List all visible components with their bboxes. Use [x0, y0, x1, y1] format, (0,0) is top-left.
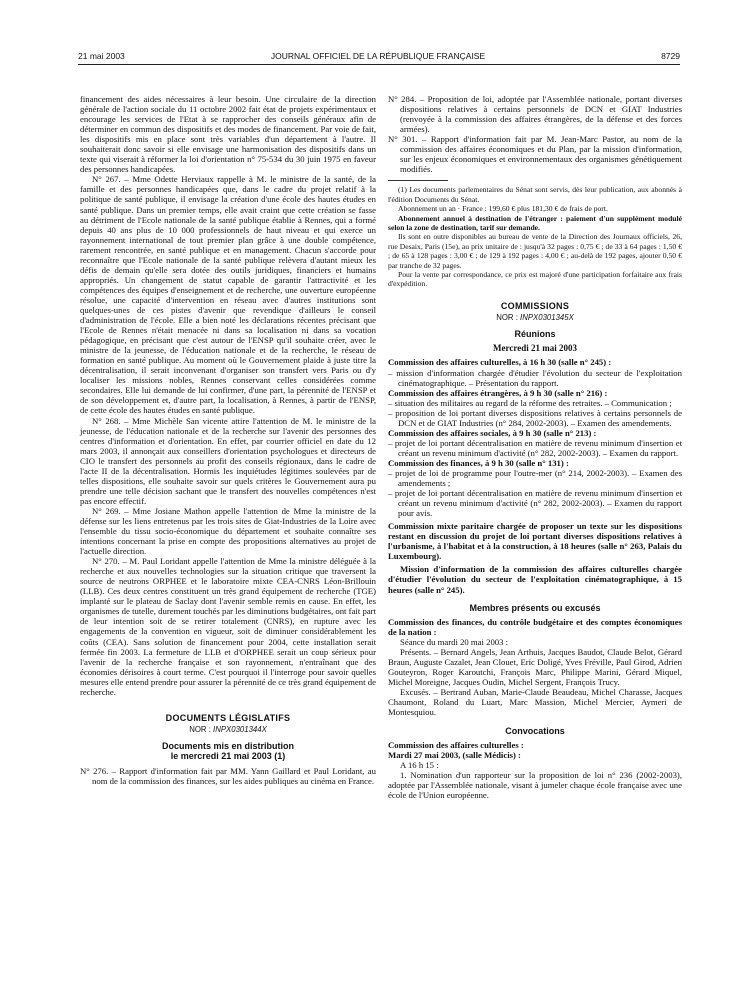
question-268: N° 268. – Mme Michèle San vicente attire l'attention de M. le ministre de la jeunesse, de l'éducation nationale et de la recherche sur l'avenir des personnes des centres d'information et d'orientation. En effet, par courrier officiel en date du 12 mars 2003, il annonçait aux conseillers d'orientation psychologues et directeurs de CIO le transfert des personnels au profit des conseils régionaux, dans le cadre de l'acte II de la décentralisation. Hormis les inquiétudes légitimes soulevées par de telles dispositions, elle souhaite savoir sur quels critères le Gouvernement aura pu prendre une telle décision sachant que le transfert des nouvelles compétences n'est pas encore effectif.	[80, 415, 376, 506]
document-284: N° 284. – Proposition de loi, adoptée par l'Assemblée nationale, portant diverses dispositions relatives à certains personnels de DCN et GIAT Industries (renvoyée à la commission des affaires étrangères, de la défense et des forces armées).	[388, 94, 682, 135]
document-276: N° 276. – Rapport d'information fait par MM. Yann Gaillard et Paul Loridant, au nom de la commission des finances, sur les aides publiques au cinéma en France.	[80, 765, 376, 786]
question-267: N° 267. – Mme Odette Herviaux rappelle à M. le ministre de la santé, de la famille et des personnes handicapées que, dans le cadre du projet relatif à la politique de santé publique, il envisage la création d'une école des hautes études en santé publique. Dans un premier temps, elle avait craint que cette création se fasse au détriment de l'Ecole nationale de la santé publique établie à Rennes, qui a formé depuis 40 ans plus de 10 000 professionnels de haut niveau et qui exerce un rayonnement international de tout premier plan grâce à une double compétence, rarement rencontrée, en santé publique et en management. Chacun s'accorde pour reconnaître que l'Ecole nationale de la santé publique relèvera d'autant mieux les défis de demain qu'elle sera dotée des outils juridiques, financiers et humains appropriés. Un changement de statut capable de garantir l'attractivité et les compétences des équipes d'enseignement et de recherche, une ouverture européenne résolue, une capacité d'intervention en réseau avec d'autres institutions sont quelques-unes de ces pistes d'avenir que revendique d'ailleurs le conseil d'administration de l'école. Elle a bien noté les déclarations récentes précisant que l'Ecole de Rennes n'était menacée ni dans sa localisation ni dans sa vocation pédagogique, en précisant que c'est autour de l'ENSP qu'il souhaite créer, avec le ministre de la jeunesse, de l'éducation nationale et de la recherche, le réseau de formation en santé publique. Au moment où le Gouvernement plaide à juste titre la décentralisation, il serait inconvenant d'organiser son transfert vers Paris ou d'y localiser les missions nobles, Rennes conservant celles considérées comme secondaires. Elle lui demande de lui confirmer, d'une part, la pérennité de l'ENSP et de son développement et, d'autre part, la localisation, à Rennes, à partir de l'ENSP, de cette école des hautes études en santé publique.	[80, 174, 376, 416]
mission-information: Mission d'information de la commission des affaires culturelles chargée d'étudier l'évolution du secteur de l'exploitation cinématographique, à 15 heures (salle n° 245).	[388, 564, 682, 595]
commission-etrangeres: Commission des affaires étrangères, à 9 h 30 (salle n° 216) :	[388, 387, 608, 398]
nor-code-2: INPX0301345X	[520, 312, 574, 322]
section-title-documents: DOCUMENTS LÉGISLATIFS	[165, 712, 291, 723]
agenda-item: – proposition de loi portant diverses dispositions relatives à certains personnels de DCN et de GIAT Industries (n° 284, 2002-2003). – Examen des amendements.	[388, 407, 682, 428]
convocations-title: Convocations	[505, 725, 565, 736]
convocation-date: Mardi 27 mai 2003, (salle Médicis) :	[388, 750, 521, 761]
distribution-title-line1: Documents mis en distribution	[161, 740, 294, 751]
convocation-item-1: 1. Nomination d'un rapporteur sur la proposition de loi n° 236 (2002-2003), adoptée par l'Assemblée nationale, visant à jumeler chaque école française avec une école de l'Union européenne.	[388, 770, 682, 801]
footnote	[388, 185, 682, 288]
page-header	[78, 51, 680, 65]
section-title-commissions: COMMISSIONS	[500, 300, 570, 311]
excused-members: Excusés. – Bertrand Auban, Marie-Claude Beaudeau, Michel Charasse, Jacques Chaumont, Roland du Luart, Marc Massion, Michel Mercier, Aymeri de Montesquiou.	[388, 687, 682, 718]
commission-finances-controle: Commission des finances, du contrôle budgétaire et des comptes économiques de la nation :	[388, 617, 682, 638]
distribution-title	[80, 741, 376, 762]
page-number: 8729	[661, 51, 680, 61]
agenda-item: – projet de loi portant décentralisation en matière de revenu minimum d'insertion et créant un revenu minimum d'activité (n° 282, 2002-2003). – Examen du rapport pour avis.	[388, 488, 682, 519]
agenda-item: – projet de loi portant décentralisation en matière de revenu minimum d'insertion et créant un revenu minimum d'activité (n° 282, 2002-2003). – Examen du rapport.	[388, 437, 682, 458]
footnote-3: Abonnement annuel à destination de l'étranger : paiement d'un supplément modulé selon la zone de destination, tarif sur demande.	[388, 213, 682, 232]
nor-label-2: NOR :	[496, 312, 521, 322]
commission-culturelles-convocation: Commission des affaires culturelles :	[388, 740, 524, 751]
right-column	[388, 94, 682, 800]
footnote-2: Abonnement un an · France : 199,60 € plus 181,30 € de frais de port.	[398, 204, 608, 214]
commission-culturelles: Commission des affaires culturelles, à 16 h 30 (salle n° 245) :	[388, 357, 612, 368]
footnote-4: Ils sont en outre disponibles au bureau de vente de la Direction des Journaux officiels, 26, rue Desaix, Paris (15e), au prix unitaire de : jusqu'à 32 pages : 0,75 € ; de 33 à 64 pages : 1,50 € ; de 65 à 128 pages : 3,00 € ; de 129 à 192 pages : 4,00 € ; au-delà de 192 pages, ajouter 0,50 € par tranche de 32 pages.	[388, 232, 682, 270]
convocation-time: A 16 h 15 :	[400, 760, 439, 771]
present-members: Présents. – Bernard Angels, Jean Arthuis, Jacques Baudot, Claude Belot, Gérard Braun, Auguste Cazalet, Jean Clouet, Eric Doligé, Yves Fréville, Paul Girod, Adrien Gouteyron, Roger Karoutchi, François Marc, Philippe Marini, Gérard Miquel, Michel Moreigne, Jacques Oudin, Michel Sergent, François Trucy.	[388, 647, 682, 688]
left-column	[80, 94, 376, 786]
meeting-date: Mercredi 21 mai 2003	[493, 343, 577, 354]
commission-mixte-paritaire: Commission mixte paritaire chargée de proposer un texte sur les dispositions restant en discussion du projet de loi portant diverses dispositions relatives à l'urbanisme, à l'habitat et à la construction, à 18 heures (salle n° 263, Palais du Luxembourg).	[388, 521, 682, 562]
agenda-item: – situation des militaires au regard de la réforme des retraites. – Communication ;	[388, 397, 672, 408]
nor-label: NOR :	[189, 724, 214, 734]
footnote-rule	[388, 180, 448, 181]
nor-reference	[80, 725, 376, 735]
document-301: N° 301. – Rapport d'information fait par M. Jean-Marc Pastor, au nom de la commission des affaires économiques et du Plan, par la mission d'information, sur les enjeux économiques et environnementaux des organismes génétiquement modifiés.	[388, 134, 682, 175]
question-text: financement des aides nécessaires à leur besoin. Une circulaire de la direction générale de l'action sociale du 11 octobre 2002 fait état de projets expérimentaux et encourage les services de l'Etat à se rapprocher des conseils généraux afin de déterminer en commun des dispositifs et des modes de financement. Par voie de fait, les dispositifs mis en place sont très variables d'un département à l'autre. Il souhaiterait donc savoir si elle envisage une harmonisation des dispositifs dans un texte qui viserait à réformer la loi d'orientation n° 75-534 du 30 juin 1975 en faveur des personnes handicapées.	[80, 94, 376, 175]
header-date: 21 mai 2003	[78, 51, 125, 61]
commission-finances: Commission des finances, à 9 h 30 (salle n° 131) :	[388, 457, 569, 468]
reunions-title: Réunions	[514, 328, 556, 339]
agenda-item: – mission d'information chargée d'étudier l'évolution du secteur de l'exploitation cinématographique. – Présentation du rapport.	[388, 367, 682, 388]
nor-code: INPX0301344X	[213, 724, 267, 734]
journal-title: JOURNAL OFFICIEL DE LA RÉPUBLIQUE FRANÇAISE	[270, 51, 486, 61]
header-rule	[78, 64, 680, 65]
members-title: Membres présents ou excusés	[469, 602, 601, 613]
nor-reference-2	[388, 313, 682, 323]
commission-sociales: Commission des affaires sociales, à 9 h 30 (salle n° 213) :	[388, 427, 597, 438]
agenda-item: – projet de loi de programme pour l'outre-mer (n° 214, 2002-2003). – Examen des amendements ;	[388, 468, 682, 489]
footnote-5: Pour la vente par correspondance, ce prix est majoré d'une participation forfaitaire aux frais d'expédition.	[388, 270, 682, 289]
footnote-1: (1) Les documents parlementaires du Sénat sont servis, dès leur publication, aux abonnés à l'édition Documents du Sénat.	[388, 185, 682, 204]
question-269: N° 269. – Mme Josiane Mathon appelle l'attention de Mme la ministre de la défense sur les liens entretenus par les trois sites de Giat-Industries de la Loire avec l'ensemble du tissu socio-économique du département et souhaite connaître ses intentions concernant la prise en compte des propositions alternatives au projet de l'actuelle direction.	[80, 505, 376, 557]
question-270: N° 270. – M. Paul Loridant appelle l'attention de Mme la ministre déléguée à la recherche et aux nouvelles technologies sur la situation critique que traversent la source de neutrons ORPHEE et le laboratoire mixte CEA-CNRS Léon-Brillouin (LLB). Ces deux centres constituent un très grand équipement de recherche (TGE) implanté sur le plateau de Saclay dont l'avenir semble remis en cause. En effet, les organismes de tutelle, durement touchés par les diminutions budgétaires, ont fait part de leur intention soit de se retirer totalement (CNRS), en rupture avec les engagements de la convention en vigueur, soit de diminuer considérablement les coûts (CEA). Sans solution de financement pour 2004, cette installation serait fermée fin 2003. La fermeture de LLB et d'ORPHEE serait un coup sérieux pour l'avenir de la recherche française et son rayonnement, n'entraînant que des économies dérisoires à court terme. C'est pourquoi il l'interroge pour savoir quelles mesures elle entend prendre pour assurer la pérennité de ce très grand équipement de recherche.	[80, 556, 376, 697]
distribution-title-line2: le mercredi 21 mai 2003 (1)	[170, 751, 286, 762]
session-date: Séance du mardi 20 mai 2003 :	[400, 637, 509, 648]
